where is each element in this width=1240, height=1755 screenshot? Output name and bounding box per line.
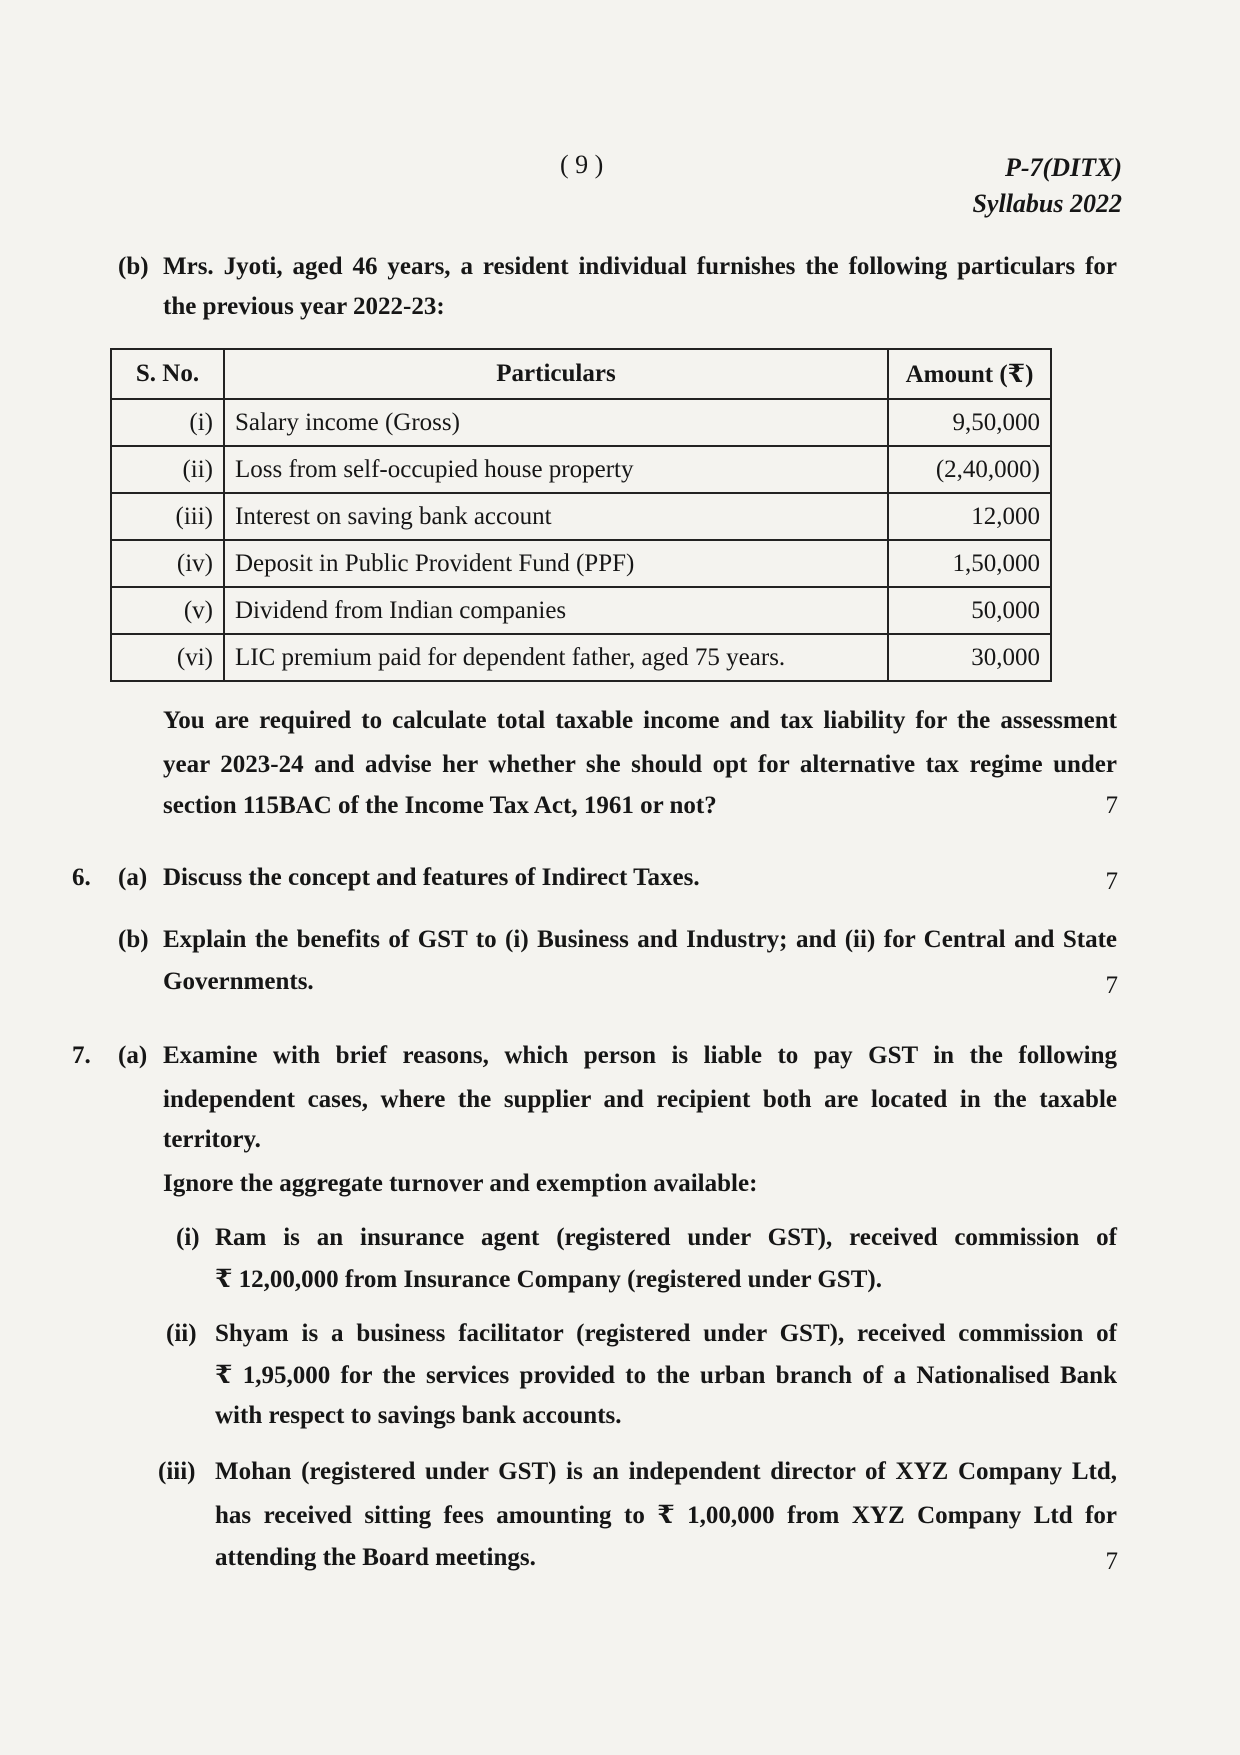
case-iii-line2: has received sitting fees amounting to ₹ 1,00,000 from XYZ Company Ltd for bbox=[215, 1502, 1117, 1529]
row-amount: 30,000 bbox=[888, 634, 1051, 681]
header-amount: Amount (₹) bbox=[888, 349, 1051, 399]
page-number: ( 9 ) bbox=[560, 150, 604, 179]
case-iii-line1: Mohan (registered under GST) is an independent director of XYZ Company Ltd, bbox=[215, 1458, 1117, 1485]
row-particulars: Deposit in Public Provident Fund (PPF) bbox=[224, 540, 888, 587]
q6a-text: Discuss the concept and features of Indirect Taxes. bbox=[163, 864, 700, 891]
q7a-line2: independent cases, where the supplier and recipient both are located in the taxable bbox=[163, 1086, 1117, 1113]
q7a-label: (a) bbox=[118, 1042, 148, 1069]
table-row bbox=[111, 634, 1051, 681]
q6b-marks: 7 bbox=[1105, 972, 1118, 999]
table-row bbox=[111, 540, 1051, 587]
row-particulars: LIC premium paid for dependent father, aged 75 years. bbox=[224, 634, 888, 681]
q7-number: 7. bbox=[72, 1042, 91, 1069]
row-particulars: Salary income (Gross) bbox=[224, 399, 888, 446]
case-ii-line3: with respect to savings bank accounts. bbox=[215, 1402, 622, 1429]
row-sno: (iv) bbox=[111, 540, 224, 587]
case-i-line2: ₹ 12,00,000 from Insurance Company (registered under GST). bbox=[215, 1266, 882, 1293]
row-amount: 50,000 bbox=[888, 587, 1051, 634]
table-header-row bbox=[111, 349, 1051, 399]
case-ii-line2: ₹ 1,95,000 for the services provided to the urban branch of a Nationalised Bank bbox=[215, 1362, 1117, 1389]
case-i-label: (i) bbox=[176, 1224, 200, 1251]
row-sno: (vi) bbox=[111, 634, 224, 681]
q5b-label: (b) bbox=[118, 253, 149, 280]
q6a-label: (a) bbox=[118, 864, 148, 891]
row-particulars: Interest on saving bank account bbox=[224, 493, 888, 540]
row-particulars: Dividend from Indian companies bbox=[224, 587, 888, 634]
header-sno: S. No. bbox=[111, 349, 224, 399]
q6a-marks: 7 bbox=[1105, 868, 1118, 895]
row-amount: (2,40,000) bbox=[888, 446, 1051, 493]
case-iii-label: (iii) bbox=[158, 1458, 196, 1485]
row-particulars: Loss from self-occupied house property bbox=[224, 446, 888, 493]
q5b-marks: 7 bbox=[1105, 792, 1118, 819]
q7a-line3: territory. bbox=[163, 1126, 261, 1153]
q5b-intro-line2: the previous year 2022-23: bbox=[163, 293, 445, 320]
paper-header bbox=[972, 150, 1122, 222]
q5b-intro-line1: Mrs. Jyoti, aged 46 years, a resident individual furnishes the following particulars for bbox=[163, 253, 1117, 280]
q7a-marks: 7 bbox=[1105, 1548, 1118, 1575]
paper-code: P-7(DITX) bbox=[1005, 153, 1122, 182]
row-sno: (v) bbox=[111, 587, 224, 634]
q6b-line2: Governments. bbox=[163, 968, 314, 995]
row-sno: (iii) bbox=[111, 493, 224, 540]
row-amount: 9,50,000 bbox=[888, 399, 1051, 446]
q7-ignore-line: Ignore the aggregate turnover and exemption available: bbox=[163, 1170, 758, 1197]
q6-number: 6. bbox=[72, 864, 91, 891]
syllabus-label: Syllabus 2022 bbox=[972, 189, 1122, 218]
q6b-label: (b) bbox=[118, 926, 149, 953]
case-iii-line3: attending the Board meetings. bbox=[215, 1544, 536, 1571]
row-amount: 12,000 bbox=[888, 493, 1051, 540]
table-row bbox=[111, 587, 1051, 634]
header-particulars: Particulars bbox=[224, 349, 888, 399]
case-ii-label: (ii) bbox=[166, 1320, 197, 1347]
table-row bbox=[111, 493, 1051, 540]
q5b-question-line1: You are required to calculate total taxable income and tax liability for the assessment bbox=[163, 707, 1117, 734]
table-row bbox=[111, 446, 1051, 493]
row-sno: (i) bbox=[111, 399, 224, 446]
row-sno: (ii) bbox=[111, 446, 224, 493]
q5b-question-line3: section 115BAC of the Income Tax Act, 1961 or not? bbox=[163, 792, 717, 819]
particulars-table bbox=[110, 348, 1052, 682]
q5b-question-line2: year 2023-24 and advise her whether she should opt for alternative tax regime under bbox=[163, 751, 1117, 778]
row-amount: 1,50,000 bbox=[888, 540, 1051, 587]
q7a-line1: Examine with brief reasons, which person is liable to pay GST in the following bbox=[163, 1042, 1117, 1069]
case-ii-line1: Shyam is a business facilitator (registered under GST), received commission of bbox=[215, 1320, 1117, 1347]
q6b-line1: Explain the benefits of GST to (i) Business and Industry; and (ii) for Central and State bbox=[163, 926, 1117, 953]
table-row bbox=[111, 399, 1051, 446]
case-i-line1: Ram is an insurance agent (registered under GST), received commission of bbox=[215, 1224, 1117, 1251]
